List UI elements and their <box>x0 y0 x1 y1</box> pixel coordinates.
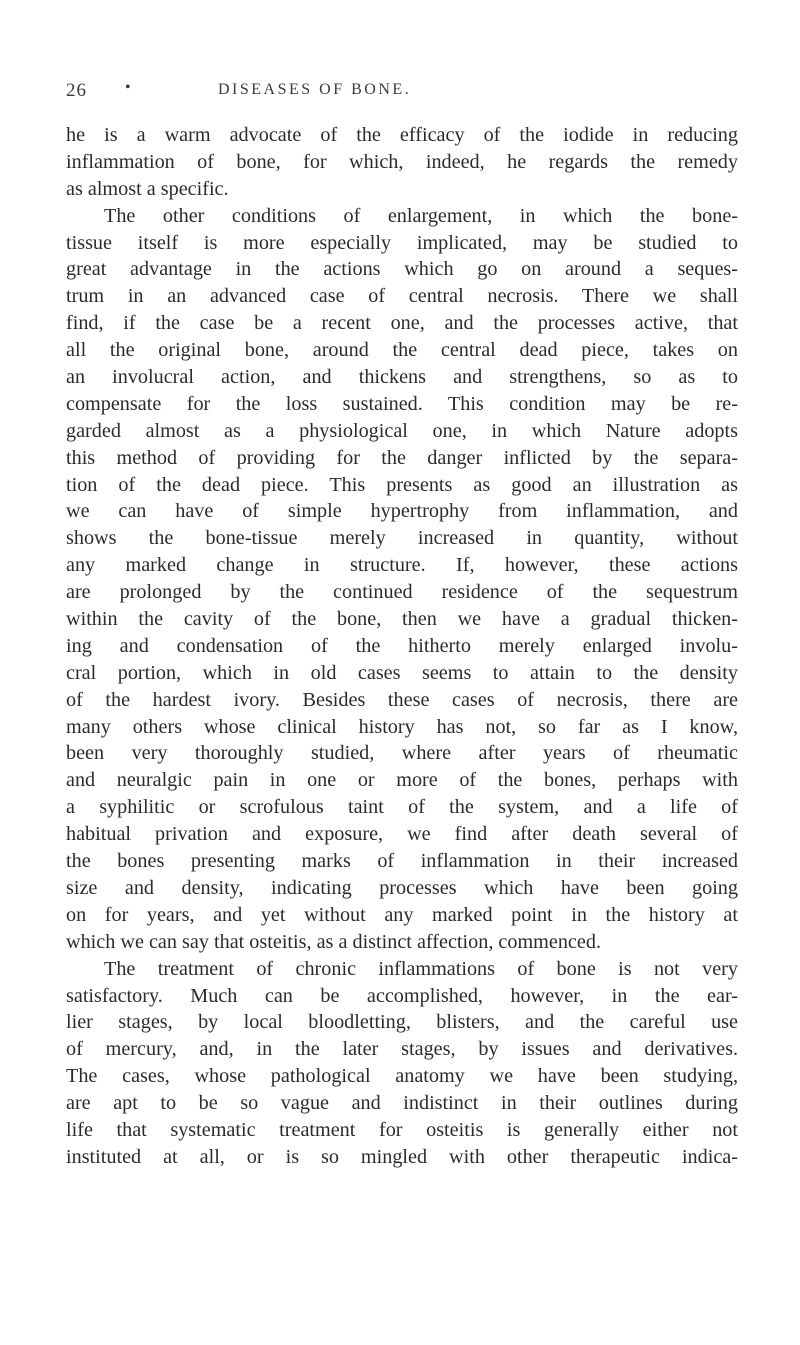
text-line: of mercury, and, in the later stages, by issues and derivatives. <box>66 1038 738 1061</box>
text-line: and neuralgic pain in one or more of the bones, perhaps with <box>66 769 738 792</box>
text-line: The other conditions of enlargement, in which the bone- <box>104 204 738 227</box>
text-line: been very thoroughly studied, where after years of rheumatic <box>66 742 738 765</box>
text-line: are apt to be so vague and indistinct in their outlines during <box>66 1092 738 1115</box>
text-line: lier stages, by local bloodletting, blisters, and the careful use <box>66 1011 738 1034</box>
text-line: a syphilitic or scrofulous taint of the system, and a life of <box>66 796 738 819</box>
text-line: any marked change in structure. If, however, these actions <box>66 554 738 577</box>
text-line: he is a warm advocate of the efficacy of the iodide in reducing <box>66 124 738 146</box>
text-line: this method of providing for the danger inflicted by the separa- <box>66 446 738 469</box>
text-line: all the original bone, around the central dead piece, takes on <box>66 339 738 362</box>
text-line: which we can say that osteitis, as a distinct affection, commenced. <box>66 930 601 953</box>
text-line: on for years, and yet without any marked point in the history at <box>66 903 738 926</box>
text-line: garded almost as a physiological one, in which Nature adopts <box>66 419 738 442</box>
text-line: size and density, indicating processes which have been going <box>66 876 738 899</box>
body-text <box>66 122 738 1171</box>
text-line: tion of the dead piece. This presents as good an illustration as <box>66 473 738 496</box>
text-line: satisfactory. Much can be accomplished, however, in the ear- <box>66 984 738 1007</box>
text-line: many others whose clinical history has not, so far as I know, <box>66 715 738 738</box>
text-line: cral portion, which in old cases seems to attain to the density <box>66 661 738 684</box>
text-line: instituted at all, or is so mingled with other therapeutic indica- <box>66 1145 738 1168</box>
text-line: the bones presenting marks of inflammation in their increased <box>66 850 738 873</box>
text-line: of the hardest ivory. Besides these cases of necrosis, there are <box>66 688 738 711</box>
text-line: shows the bone-tissue merely increased in quantity, without <box>66 527 738 550</box>
text-line: The cases, whose pathological anatomy we have been studying, <box>66 1065 738 1088</box>
text-line: compensate for the loss sustained. This condition may be re- <box>66 392 738 415</box>
text-line: habitual privation and exposure, we find after death several of <box>66 823 738 846</box>
text-line: trum in an advanced case of central necrosis. There we shall <box>66 285 738 308</box>
text-line: The treatment of chronic inflammations of bone is not very <box>104 957 738 980</box>
text-line: ing and condensation of the hitherto merely enlarged involu- <box>66 634 738 657</box>
text-line: are prolonged by the continued residence of the sequestrum <box>66 581 738 604</box>
text-line: within the cavity of the bone, then we have a gradual thicken- <box>66 608 738 631</box>
text-line: we can have of simple hypertrophy from inflammation, and <box>66 500 738 523</box>
text-line: life that systematic treatment for osteitis is generally either not <box>66 1118 738 1141</box>
head-bullet: • <box>125 79 131 96</box>
page-number: 26 <box>66 80 87 101</box>
running-title: DISEASES OF BONE. <box>218 81 412 98</box>
text-line: great advantage in the actions which go on around a seques- <box>66 258 738 281</box>
text-line: inflammation of bone, for which, indeed, he regards the remedy <box>66 150 738 173</box>
text-line: an involucral action, and thickens and strengthens, so as to <box>66 366 738 389</box>
running-head <box>66 80 738 110</box>
text-line: as almost a specific. <box>66 177 229 200</box>
text-line: tissue itself is more especially implicated, may be studied to <box>66 231 738 254</box>
text-line: find, if the case be a recent one, and the processes active, that <box>66 312 738 335</box>
